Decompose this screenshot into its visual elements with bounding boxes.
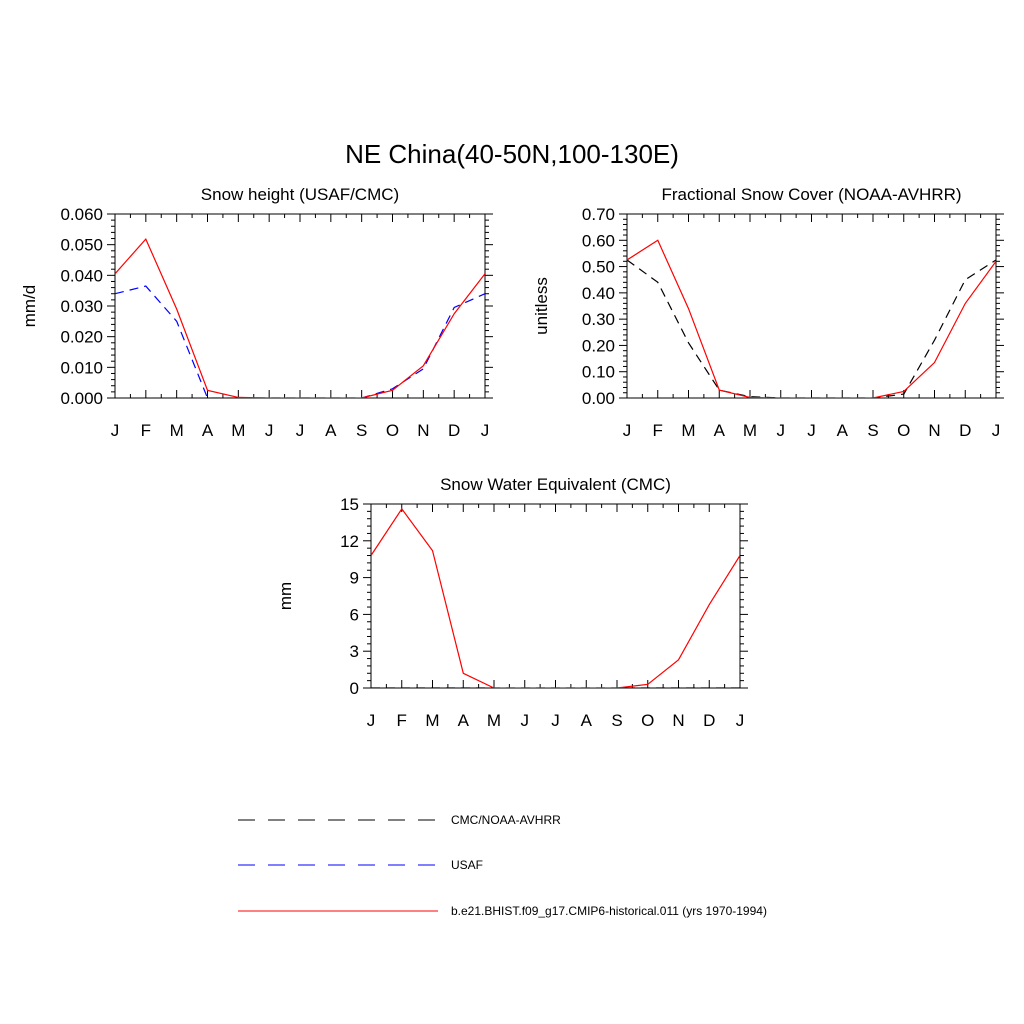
x-tick-label: J bbox=[735, 711, 745, 730]
x-tick-label: D bbox=[703, 711, 716, 730]
x-tick-label: J bbox=[807, 421, 816, 440]
y-tick-label: 0.20 bbox=[581, 336, 615, 356]
y-tick-label: 0.060 bbox=[60, 205, 103, 224]
x-tick-label: M bbox=[231, 421, 246, 440]
legend-item bbox=[238, 904, 767, 918]
x-tick-label: J bbox=[551, 711, 560, 730]
y-axis-label: mm bbox=[276, 581, 295, 611]
y-tick-label: 0.040 bbox=[60, 266, 103, 286]
x-tick-label: J bbox=[295, 421, 305, 440]
x-tick-label: N bbox=[928, 421, 941, 440]
legend-label: b.e21.BHIST.f09_g17.CMIP6-historical.011 (yrs 1970-1994) bbox=[451, 904, 767, 918]
series-line-2 bbox=[627, 240, 996, 398]
legend-label: USAF bbox=[451, 858, 484, 872]
x-tick-label: J bbox=[264, 421, 274, 440]
chart-panel-1 bbox=[20, 185, 493, 440]
y-tick-label: 0.30 bbox=[581, 310, 615, 330]
x-tick-label: N bbox=[417, 421, 430, 440]
x-tick-label: F bbox=[652, 421, 663, 440]
x-tick-label: M bbox=[425, 711, 440, 730]
x-tick-label: J bbox=[622, 421, 632, 440]
x-tick-label: S bbox=[611, 711, 623, 730]
series-line-1 bbox=[115, 286, 485, 398]
chart-panel-3 bbox=[276, 475, 748, 730]
y-tick-label: 0.60 bbox=[581, 231, 615, 251]
y-tick-label: 9 bbox=[349, 568, 359, 588]
y-tick-label: 0.00 bbox=[581, 389, 615, 408]
y-tick-label: 6 bbox=[349, 605, 359, 625]
x-tick-label: J bbox=[520, 711, 529, 730]
x-tick-label: M bbox=[681, 421, 696, 440]
chart-title: Fractional Snow Cover (NOAA-AVHRR) bbox=[661, 185, 962, 204]
y-tick-label: 0 bbox=[349, 679, 359, 698]
x-tick-label: S bbox=[867, 421, 879, 440]
y-tick-label: 0.030 bbox=[60, 297, 103, 316]
x-tick-label: A bbox=[325, 421, 337, 440]
x-tick-label: M bbox=[742, 421, 758, 440]
chart-title: Snow Water Equivalent (CMC) bbox=[440, 475, 671, 494]
x-tick-label: J bbox=[110, 421, 120, 440]
x-tick-label: J bbox=[776, 421, 785, 440]
panels bbox=[20, 185, 1004, 730]
x-tick-label: D bbox=[959, 421, 972, 440]
x-tick-label: O bbox=[897, 421, 911, 440]
chart-title: Snow height (USAF/CMC) bbox=[200, 185, 400, 204]
plot-frame bbox=[115, 214, 485, 398]
y-tick-label: 15 bbox=[340, 495, 359, 514]
y-tick-label: 0.50 bbox=[581, 257, 615, 277]
series-line-2 bbox=[371, 509, 740, 688]
y-tick-label: 0.70 bbox=[581, 205, 615, 224]
plot-frame bbox=[371, 504, 740, 688]
x-tick-label: F bbox=[396, 711, 407, 730]
x-tick-label: A bbox=[580, 711, 592, 730]
x-tick-label: N bbox=[672, 711, 685, 730]
x-tick-label: A bbox=[201, 421, 214, 440]
x-tick-label: J bbox=[366, 711, 376, 730]
y-tick-label: 0.10 bbox=[581, 362, 615, 382]
x-tick-label: A bbox=[836, 421, 848, 440]
legend-item bbox=[238, 813, 561, 827]
y-axis-label: unitless bbox=[532, 277, 551, 335]
legend-item bbox=[238, 858, 483, 872]
x-tick-label: M bbox=[169, 421, 184, 440]
legend-label: CMC/NOAA-AVHRR bbox=[451, 813, 561, 827]
x-tick-label: A bbox=[457, 711, 469, 730]
x-tick-label: D bbox=[448, 421, 461, 440]
x-tick-label: O bbox=[641, 711, 655, 730]
y-tick-label: 0.050 bbox=[60, 235, 103, 255]
x-tick-label: M bbox=[486, 711, 502, 730]
series-line-2 bbox=[115, 239, 485, 398]
x-tick-label: S bbox=[355, 421, 368, 440]
x-tick-label: J bbox=[991, 421, 1001, 440]
y-tick-label: 12 bbox=[340, 531, 359, 551]
figure-title: NE China(40-50N,100-130E) bbox=[345, 139, 679, 169]
y-tick-label: 0.40 bbox=[581, 283, 615, 303]
y-tick-label: 0.010 bbox=[60, 358, 103, 378]
chart-panel-2 bbox=[532, 185, 1004, 440]
y-tick-label: 0.020 bbox=[60, 327, 103, 347]
x-tick-label: O bbox=[385, 421, 400, 440]
y-tick-label: 3 bbox=[349, 642, 359, 662]
x-tick-label: F bbox=[140, 421, 152, 440]
x-tick-label: A bbox=[713, 421, 725, 440]
plot-frame bbox=[627, 214, 996, 398]
y-axis-label: mm/d bbox=[20, 284, 39, 328]
legend bbox=[238, 813, 767, 918]
y-tick-label: 0.000 bbox=[60, 389, 103, 408]
series-line-1 bbox=[627, 260, 996, 398]
x-tick-label: J bbox=[480, 421, 490, 440]
